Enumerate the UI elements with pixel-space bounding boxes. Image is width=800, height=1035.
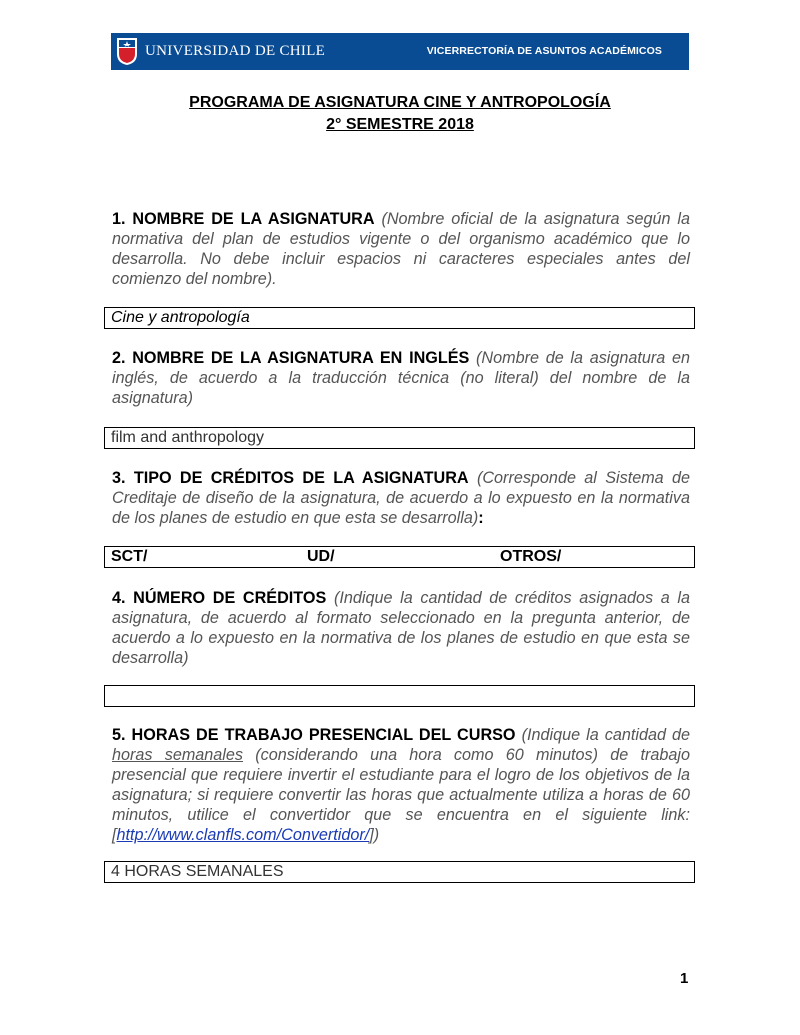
credit-option-ud[interactable]: UD/ xyxy=(307,548,335,565)
credit-option-otros[interactable]: OTROS/ xyxy=(500,548,562,565)
university-name: UNIVERSIDAD DE CHILE xyxy=(145,43,326,59)
section-4-description: (Indique la cantidad de créditos asignados a la asignatura, de acuerdo al formato seleccionado en la pregunta anterior, de acuerdo a lo expuesto en la normativa de los planes de estudio en que esta se desarrolla) xyxy=(112,589,690,667)
field-credit-number[interactable] xyxy=(104,685,695,707)
section-3-description-b: Sistema de Creditaje de diseño de la asignatura, de acuerdo a lo expuesto en la normativa de los planes de estudio en que esta se desarrolla) xyxy=(112,469,691,527)
section-2-heading: 2. NOMBRE DE LA ASIGNATURA EN INGLÉS xyxy=(112,349,470,367)
section-4 xyxy=(112,588,690,668)
section-2-description: (Nombre de la asignatura en inglés, de acuerdo a la traducción técnica (no literal) del nombre de la asignatura) xyxy=(112,349,690,407)
section-1-description: (Nombre oficial de la asignatura según la normativa del plan de estudios vigente o del organismo académico que lo desarrolla. No debe incluir espacios ni caracteres especiales antes del comienzo del nombre). xyxy=(112,210,690,288)
converter-link[interactable]: http://www.clanfls.com/Convertidor/ xyxy=(116,826,370,844)
page-number: 1 xyxy=(680,970,689,987)
section-3-colon: : xyxy=(478,509,484,527)
university-crest-icon xyxy=(116,37,138,66)
section-5-desc-c: ]) xyxy=(369,826,380,844)
field-credit-type[interactable] xyxy=(104,546,695,568)
section-4-heading: 4. NÚMERO DE CRÉDITOS xyxy=(112,589,327,607)
vicerrectoria-label: VICERRECTORÍA DE ASUNTOS ACADÉMICOS xyxy=(426,45,662,57)
page-title: PROGRAMA DE ASIGNATURA CINE Y ANTROPOLOGÍA xyxy=(189,94,611,111)
section-5-desc-a: (Indique la cantidad de xyxy=(521,726,691,744)
section-5 xyxy=(112,725,690,845)
section-3-heading: 3. TIPO DE CRÉDITOS DE LA ASIGNATURA xyxy=(112,469,469,487)
section-5-desc-b: (considerando una hora como 60 minutos) de trabajo presencial que requiere invertir el estudiante para el logro de los objetivos de la asignatura; si requiere convertir las horas que actualmente utiliza a horas de 60 minutos, utilice el convertidor que se encuentra en el siguiente link: [ xyxy=(112,746,691,844)
section-3-description-a: (Corresponde al xyxy=(476,469,597,487)
section-5-heading: 5. HORAS DE TRABAJO PRESENCIAL DEL CURSO xyxy=(112,726,516,744)
section-2 xyxy=(112,348,690,408)
field-english-name[interactable]: film and anthropology xyxy=(104,427,695,449)
field-course-name[interactable]: Cine y antropología xyxy=(104,307,695,329)
credit-option-sct[interactable]: SCT/ xyxy=(111,548,148,565)
section-3 xyxy=(112,468,690,528)
page-subtitle: 2° SEMESTRE 2018 xyxy=(326,116,474,133)
section-1 xyxy=(112,209,690,289)
section-1-heading: 1. NOMBRE DE LA ASIGNATURA xyxy=(112,210,375,228)
section-5-desc-underlined: horas semanales xyxy=(112,746,244,764)
field-weekly-hours[interactable]: 4 HORAS SEMANALES xyxy=(104,861,695,883)
header-banner xyxy=(111,33,689,70)
